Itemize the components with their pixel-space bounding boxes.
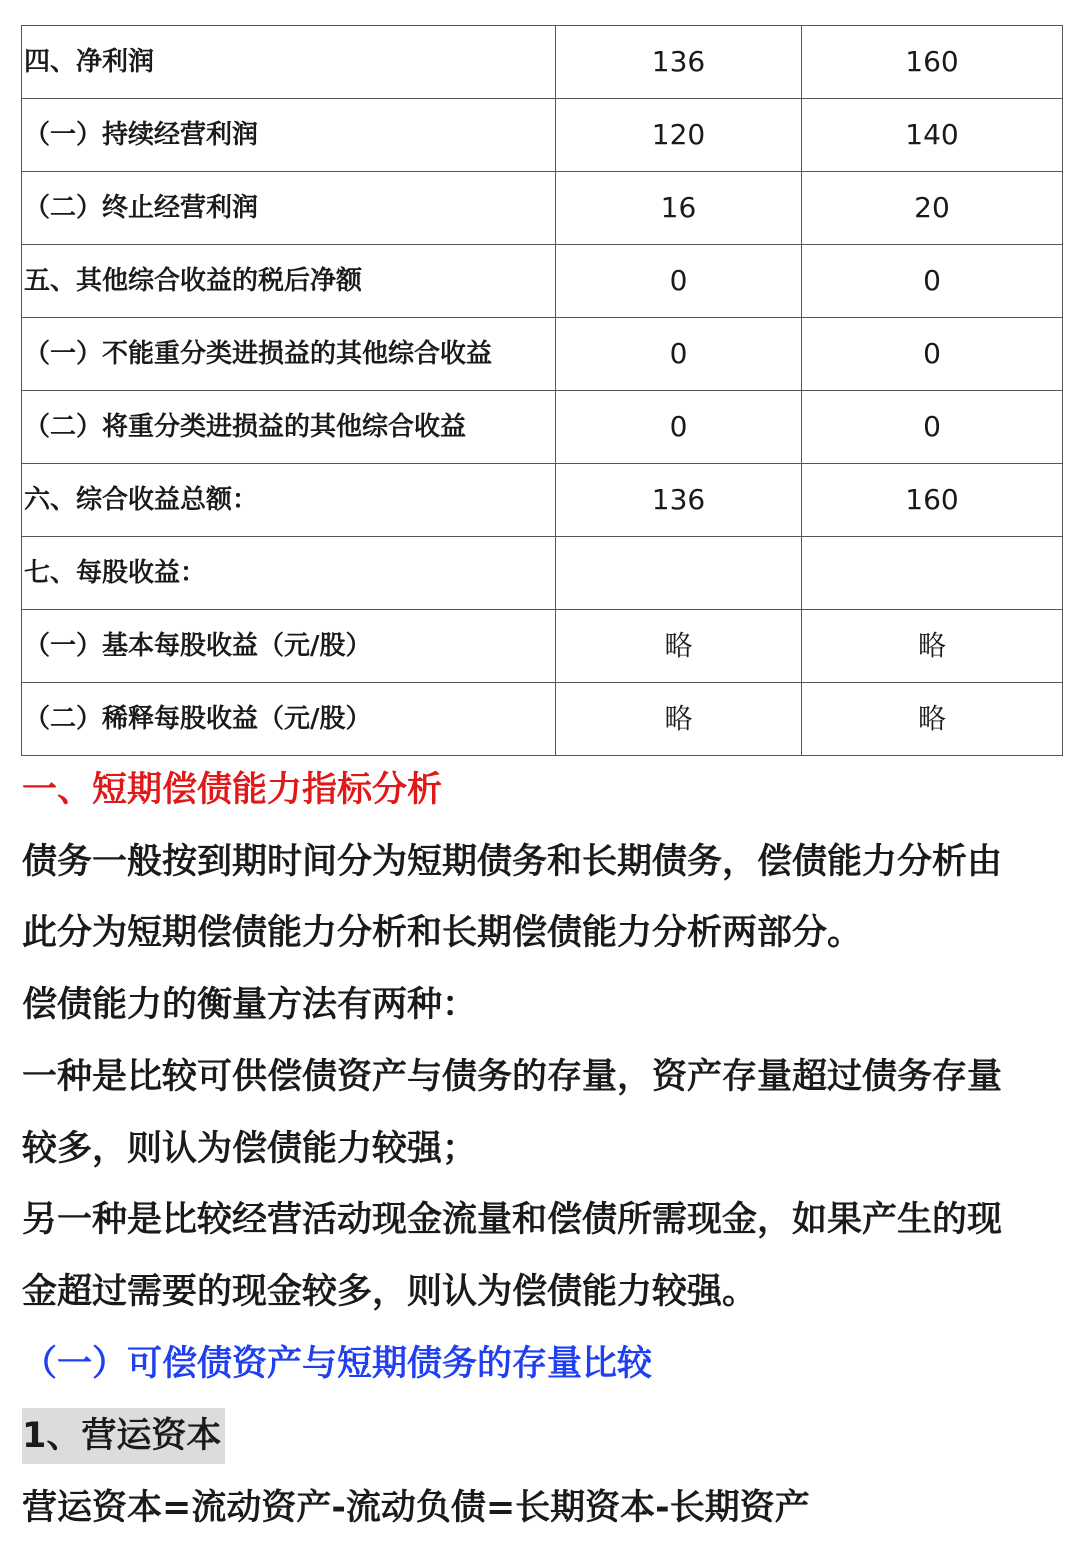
table-row [22,464,1063,537]
row-label: 五、其他综合收益的税后净额 [22,245,556,318]
current-value: 0 [556,391,802,464]
table-row [22,26,1063,99]
subsection-heading: （一）可偿债资产与短期债务的存量比较 [22,1343,653,1384]
previous-value: 略 [802,683,1063,756]
row-label: （二）稀释每股收益（元/股） [22,683,556,756]
previous-value: 160 [802,464,1063,537]
previous-value: 0 [802,318,1063,391]
section-heading: 一、短期偿债能力指标分析 [22,770,443,810]
paragraph-line: 此分为短期偿债能力分析和长期偿债能力分析两部分。 [22,913,863,954]
row-label: 四、净利润 [22,26,556,99]
table-row [22,683,1063,756]
method-one-line: 较多，则认为偿债能力较强； [22,1128,478,1169]
article-body [22,755,1062,1545]
row-label: （二）将重分类进损益的其他综合收益 [22,391,556,464]
item-heading-wrapper [22,1400,1062,1473]
current-value: 0 [556,245,802,318]
row-label: 七、每股收益： [22,537,556,610]
current-value: 136 [556,464,802,537]
row-label: 六、综合收益总额： [22,464,556,537]
table-row [22,610,1063,683]
item-heading: 1、营运资本 [22,1408,225,1464]
previous-value: 略 [802,610,1063,683]
current-value: 136 [556,26,802,99]
current-value: 略 [556,610,802,683]
method-two-line: 另一种是比较经营活动现金流量和偿债所需现金，如果产生的现 [22,1200,1003,1241]
table-row [22,245,1063,318]
table-row [22,99,1063,172]
paragraph-line: 债务一般按到期时间分为短期债务和长期债务，偿债能力分析由 [22,841,1003,882]
previous-value: 20 [802,172,1063,245]
current-value [556,537,802,610]
current-value: 0 [556,318,802,391]
previous-value: 160 [802,26,1063,99]
table-row [22,172,1063,245]
previous-value [802,537,1063,610]
table-row [22,537,1063,610]
table-row [22,391,1063,464]
methods-intro: 偿债能力的衡量方法有两种： [22,985,478,1026]
current-value: 120 [556,99,802,172]
previous-value: 0 [802,391,1063,464]
row-label: （一）持续经营利润 [22,99,556,172]
row-label: （一）不能重分类进损益的其他综合收益 [22,318,556,391]
table-row [22,318,1063,391]
income-statement-table [21,25,1063,756]
current-value: 16 [556,172,802,245]
row-label: （二）终止经营利润 [22,172,556,245]
row-label: （一）基本每股收益（元/股） [22,610,556,683]
previous-value: 140 [802,99,1063,172]
formula: 营运资本=流动资产-流动负债=长期资本-长期资产 [22,1488,810,1529]
method-two-line: 金超过需要的现金较多，则认为偿债能力较强。 [22,1271,758,1312]
previous-value: 0 [802,245,1063,318]
method-one-line: 一种是比较可供偿债资产与债务的存量，资产存量超过债务存量 [22,1056,1003,1097]
current-value: 略 [556,683,802,756]
